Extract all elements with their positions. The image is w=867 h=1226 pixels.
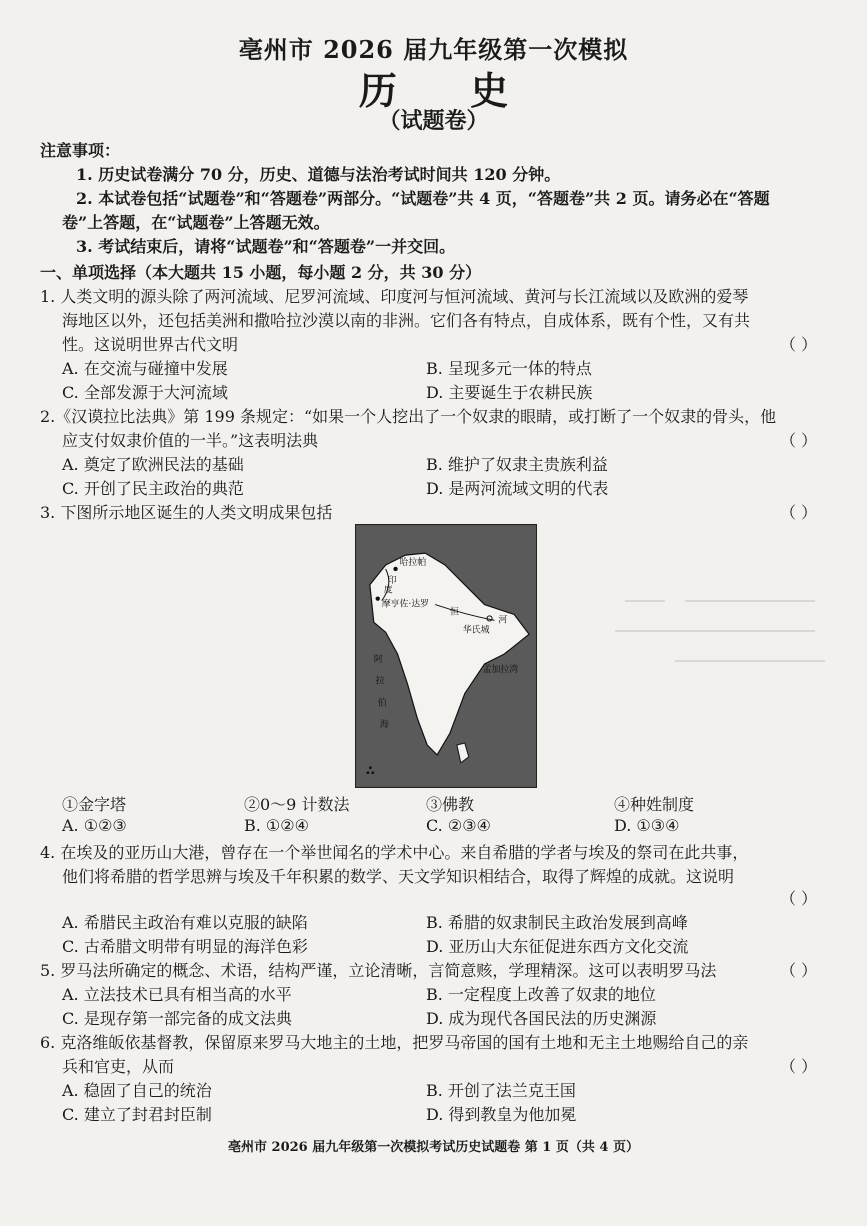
q5-option-b: B. 一定程度上改善了奴隶的地位 [426, 985, 656, 1004]
q6-option-a: A. 稳固了自己的统治 [62, 1081, 212, 1100]
page-footer: 亳州市 2026 届九年级第一次模拟考试历史试题卷 第 1 页（共 4 页） [228, 1140, 639, 1155]
q5-option-d: D. 成为现代各国民法的历史渊源 [426, 1009, 657, 1028]
q2-stem: 应支付奴隶价值的一半。”这表明法典 [62, 431, 319, 450]
q1-option-c: C. 全部发源于大河流域 [62, 383, 228, 402]
note-item: 3. 考试结束后，请将“试题卷”和“答题卷”一并交回。 [76, 237, 456, 256]
section-heading: 一、单项选择（本大题共 15 小题，每小题 2 分，共 30 分） [40, 263, 482, 282]
q4-option-d: D. 亚历山大东征促进东西方文化交流 [426, 937, 689, 956]
map-label-indus: 印 [387, 575, 397, 586]
bleed-through-marks [615, 596, 825, 676]
map-label-arabian: 阿 [373, 654, 383, 665]
note-item: 2. 本试卷包括“试题卷”和“答题卷”两部分。“试题卷”共 4 页，“答题卷”共 2 页。请务必在“答题 [76, 189, 770, 208]
q1-option-a: A. 在交流与碰撞中发展 [62, 359, 228, 378]
q2-option-b: B. 维护了奴隶主贵族利益 [426, 455, 608, 474]
q3-option-b: B. ①②④ [244, 816, 309, 835]
q2-option-c: C. 开创了民主政治的典范 [62, 479, 244, 498]
q4-stem: 4. 在埃及的亚历山大港，曾存在一个举世闻名的学术中心。来自希腊的学者与埃及的祭司在此共事， [40, 843, 749, 862]
map-label-arabian: 海 [379, 720, 389, 731]
map-label-ganges: 恒 [449, 607, 459, 618]
q6-option-c: C. 建立了封君封臣制 [62, 1105, 212, 1124]
q4-stem: 他们将希腊的哲学思辨与埃及千年积累的数学、天文学知识相结合，取得了辉煌的成就。这说明 [62, 867, 735, 886]
harappa-dot [393, 567, 397, 571]
subject-title: 历 史 [358, 68, 539, 113]
map-label-bengal: 孟加拉湾 [482, 664, 519, 675]
q3-item-4: ④种姓制度 [614, 795, 695, 814]
q2-answer-paren: （ ） [780, 431, 818, 450]
q1-option-b: B. 呈现多元一体的特点 [426, 359, 592, 378]
notes-title: 注意事项： [40, 141, 121, 160]
q4-option-b: B. 希腊的奴隶制民主政治发展到高峰 [426, 913, 688, 932]
q3-option-a: A. ①②③ [62, 816, 127, 835]
exam-header-title: 亳州市 2026 届九年级第一次模拟 [238, 35, 629, 64]
q5-answer-paren: （ ） [780, 961, 818, 980]
q1-answer-paren: （ ） [780, 335, 818, 354]
q6-option-d: D. 得到教皇为他加冕 [426, 1105, 577, 1124]
map-label-mohenjo: 摩亨佐·达罗 [381, 599, 429, 610]
mohenjo-dot [376, 596, 380, 600]
map-label-huashi: 华氏城 [462, 625, 490, 636]
q5-option-a: A. 立法技术已具有相当高的水平 [62, 985, 292, 1004]
map-label-harappa: 哈拉帕 [399, 558, 427, 569]
map-label-indus: 度 [383, 585, 393, 596]
q6-option-b: B. 开创了法兰克王国 [426, 1081, 576, 1100]
q6-answer-paren: （ ） [780, 1057, 818, 1076]
q3-stem: 3. 下图所示地区诞生的人类文明成果包括 [40, 503, 333, 522]
india-map [355, 524, 537, 788]
q3-item-3: ③佛教 [426, 795, 475, 814]
q1-option-d: D. 主要诞生于农耕民族 [426, 383, 593, 402]
q3-option-c: C. ②③④ [426, 816, 491, 835]
q2-stem: 2.《汉谟拉比法典》第 199 条规定：“如果一个人挖出了一个奴隶的眼睛，或打断了一个奴隶的骨头，他 [40, 407, 777, 426]
q1-stem: 1. 人类文明的源头除了两河流域、尼罗河流域、印度河与恒河流域、黄河与长江流域以及欧洲的爱琴 [40, 287, 749, 306]
q6-stem: 6. 克洛维皈依基督教，保留原来罗马大地主的土地，把罗马帝国的国有土地和无主土地赐给自己的亲 [40, 1033, 749, 1052]
q6-stem: 兵和官吏，从而 [62, 1057, 175, 1076]
map-label-river: 河 [498, 615, 508, 626]
map-label-arabian: 伯 [377, 698, 387, 709]
paper-type: （试题卷） [378, 108, 489, 134]
q4-option-a: A. 希腊民主政治有难以克服的缺陷 [62, 913, 308, 932]
note-item: 1. 历史试卷满分 70 分，历史、道德与法治考试时间共 120 分钟。 [76, 165, 561, 184]
q4-answer-paren: （ ） [780, 889, 818, 908]
map-label-arabian: 拉 [375, 676, 385, 687]
q3-option-d: D. ①③④ [614, 816, 680, 835]
q1-stem: 海地区以外，还包括美洲和撒哈拉沙漠以南的非洲。它们各有特点，自成体系，既有个性，又有共 [62, 311, 751, 330]
q3-item-2: ②0～9 计数法 [244, 795, 350, 814]
q4-option-c: C. 古希腊文明带有明显的海洋色彩 [62, 937, 308, 956]
q2-option-a: A. 奠定了欧洲民法的基础 [62, 455, 244, 474]
note-item: 卷”上答题，在“试题卷”上答题无效。 [62, 213, 330, 232]
q2-option-d: D. 是两河流域文明的代表 [426, 479, 609, 498]
q5-stem: 5. 罗马法所确定的概念、术语，结构严谨，立论清晰，言简意赅，学理精深。这可以表明罗马法 [40, 961, 717, 980]
q3-item-1: ①金字塔 [62, 795, 127, 814]
q1-stem: 性。这说明世界古代文明 [62, 335, 239, 354]
q3-answer-paren: （ ） [780, 503, 818, 522]
q5-option-c: C. 是现存第一部完备的成文法典 [62, 1009, 292, 1028]
